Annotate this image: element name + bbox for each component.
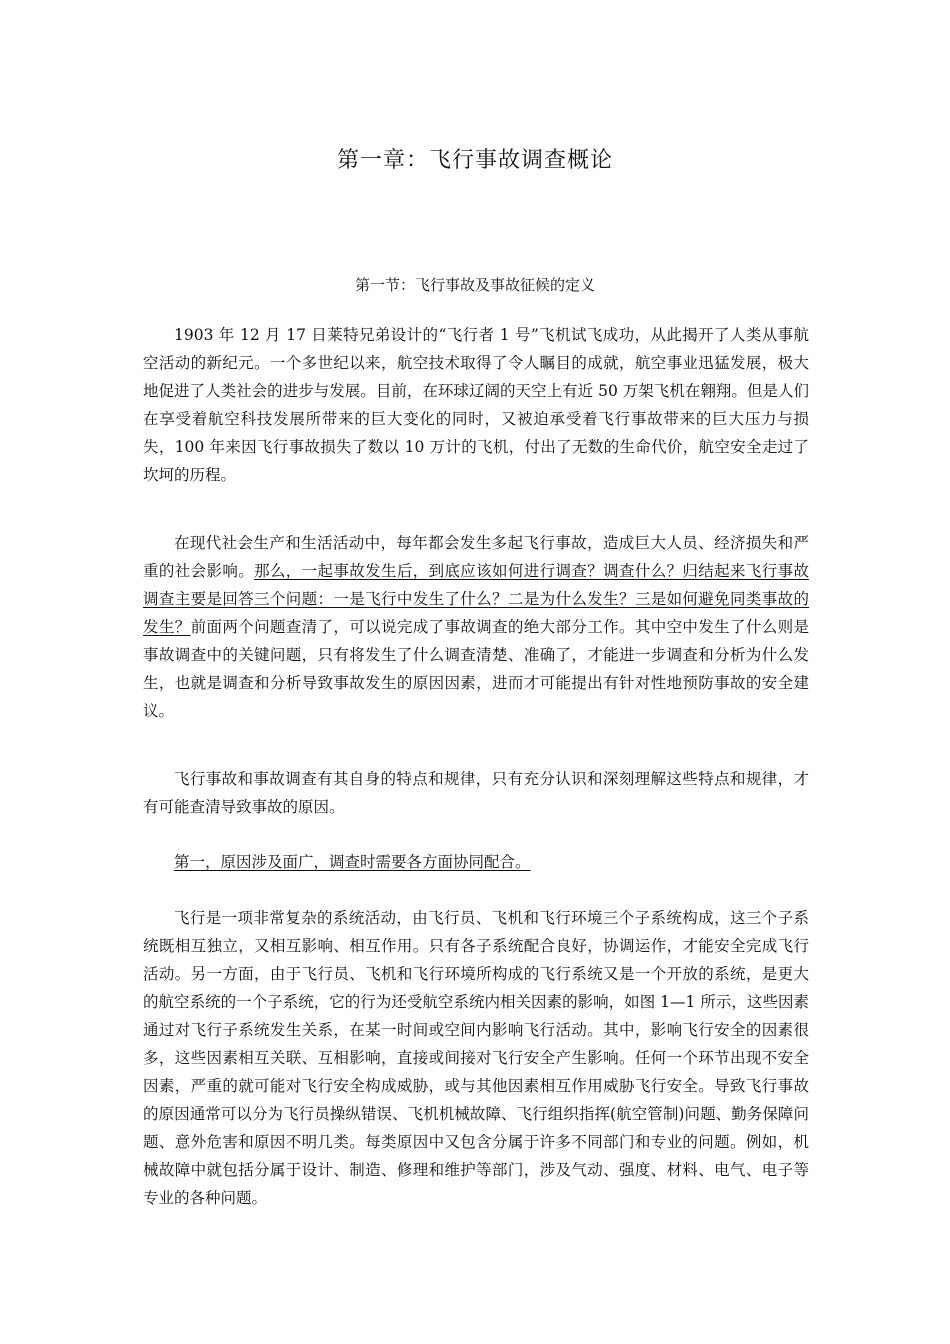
chapter-title: 第一章：飞行事故调查概论 <box>336 148 613 173</box>
paragraph-flight-system: 飞行是一项非常复杂的系统活动，由飞行员、飞机和飞行环境三个子系统构成，这三个子系统既相互独立，又相互影响、相互作用。只有各子系统配合良好，协调运作，才能安全完成飞行活动。另一方面，由于飞行员、飞机和飞行环境所构成的飞行系统又是一个开放的系统，是更大的航空系统的一个子系统，它的行为还受航空系统内相关因素的影响，如图 1—1 所示，这些因素通过对飞行子系统发生关系，在某一时间或空间内影响飞行活动。其中，影响飞行安全的因素很多，这些因素相互关联、互相影响，直接或间接对飞行安全产生影响。任何一个环节出现不安全因素，严重的就可能对飞行安全构成威胁，或与其他因素相互作用威胁飞行安全。导致飞行事故的原因通常可以分为飞行员操纵错误、飞机机械故障、飞行组织指挥(航空管制)问题、勤务保障问题、意外危害和原因不明几类。每类原因中又包含分属于许多不同部门和专业的问题。例如，机械故障中就包括分属于设计、制造、修理和维护等部门，涉及气动、强度、材料、电气、电子等专业的各种问题。 <box>143 909 809 1207</box>
paragraph-history: 1903 年 12 月 17 日莱特兄弟设计的“飞行者 1 号”飞机试飞成功，从此揭开了人类从事航空活动的新纪元。一个多世纪以来，航空技术取得了令人瞩目的成就，航空事业迅猛发展，极大地促进了人类社会的进步与发展。目前，在环球辽阔的天空上有近 50 万架飞机在翱翔。但是人们在享受着航空科技发展所带来的巨大变化的同时，又被迫承受着飞行事故带来的巨大压力与损失，100 年来因飞行事故损失了数以 10 万计的飞机，付出了无数的生命代价，航空安全走过了坎坷的历程。 <box>143 326 809 484</box>
paragraph-investigation-questions <box>143 529 809 725</box>
paragraph-text: 前面两个问题查清了，可以说完成了事故调查的绝大部分工作。其中空中发生了什么则是事故调查中的关键问题，只有将发生了什么调查清楚、准确了，才能进一步调查和分析为什么发生，也就是调查和分析导致事故发生的原因因素，进而才可能提出有针对性地预防事故的安全建议。 <box>143 618 809 720</box>
paragraph-text: 在现代社会生产和生活活动中，每年都会发生多起飞行事故，造成巨大人员、经济损失和严重的社会影响。 <box>143 534 809 580</box>
underlined-heading: 第一，原因涉及面广，调查时需要各方面协同配合。 <box>174 853 531 871</box>
underlined-passage: 那么，一起事故发生后，到底应该如何进行调查？调查什么？归结起来飞行事故调查主要是回答三个问题：一是飞行中发生了什么？二是为什么发生？三是如何避免同类事故的发生？ <box>143 562 809 636</box>
paragraph-point-one <box>143 848 809 876</box>
paragraph-characteristics: 飞行事故和事故调查有其自身的特点和规律，只有充分认识和深刻理解这些特点和规律，才有可能查清导致事故的原因。 <box>143 770 809 816</box>
section-title: 第一节：飞行事故及事故征候的定义 <box>354 276 595 294</box>
